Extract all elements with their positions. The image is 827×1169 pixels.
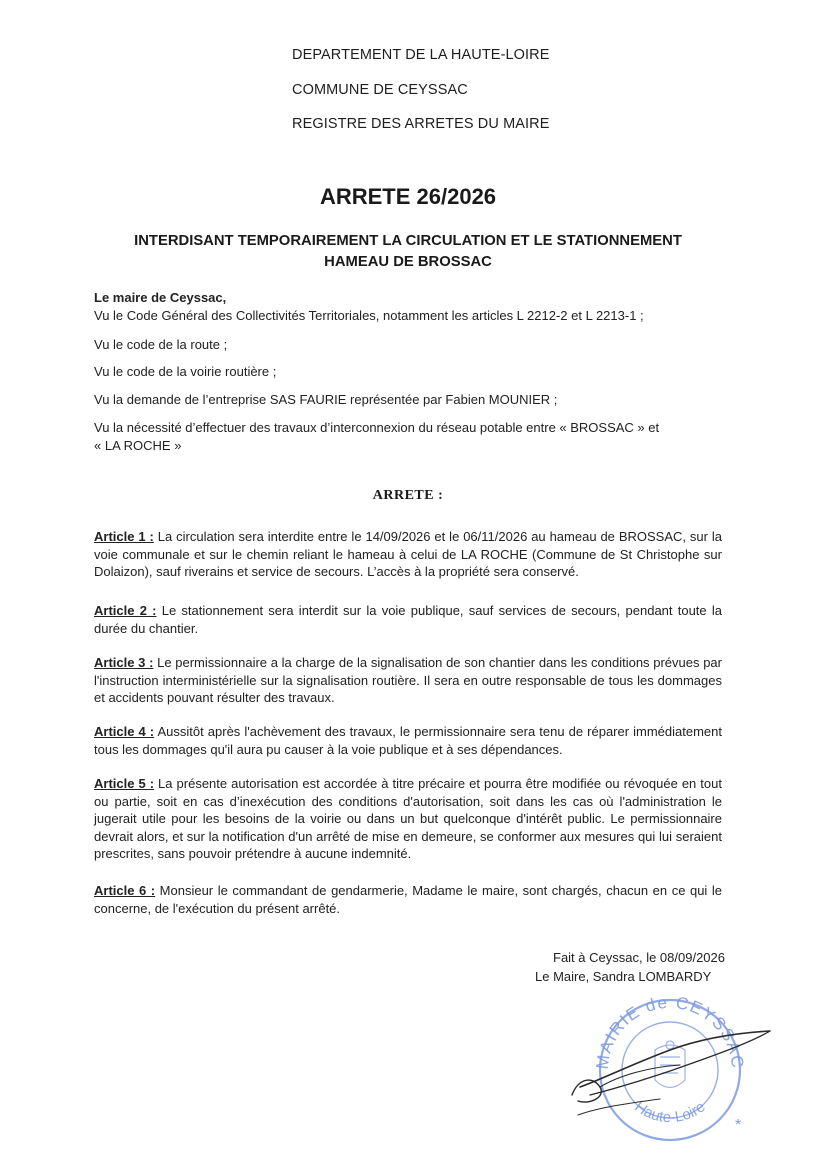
article-3 xyxy=(94,654,722,707)
article-5-text: La présente autorisation est accordée à titre précaire et pourra être modifiée ou révoquée en tout ou partie, soit en cas d’inexécution des conditions d'autorisation, soit dans les cas où l'administration le jugerait utile pour les besoins de la voirie ou dans un but quelconque d'intérêt public. Le permissionnaire devrait alors, et sur la notification d'un arrêté de mise en demeure, se conformer aux mesures qui lui seraient prescrites, sans pouvoir prétendre à aucune indemnité. xyxy=(94,776,722,861)
article-3-label: Article 3 : xyxy=(94,655,154,670)
preamble-vu-demande: Vu la demande de l’entreprise SAS FAURIE représentée par Fabien MOUNIER ; xyxy=(94,392,558,407)
preamble-maire: Le maire de Ceyssac, xyxy=(94,290,227,305)
header-commune: COMMUNE DE CEYSSAC xyxy=(292,82,468,98)
arrete-heading: ARRETE : xyxy=(372,488,444,503)
mairie-stamp xyxy=(560,995,800,1145)
article-4 xyxy=(94,723,722,758)
preamble-vu-code-route: Vu le code de la route ; xyxy=(94,337,228,352)
article-1-label: Article 1 : xyxy=(94,529,154,544)
article-4-label: Article 4 : xyxy=(94,724,155,739)
article-1 xyxy=(94,528,722,581)
article-2-text: Le stationnement sera interdit sur la voie publique, sauf services de secours, pendant toute la durée du chantier. xyxy=(94,603,722,636)
header-department: DEPARTEMENT DE LA HAUTE-LOIRE xyxy=(292,47,550,63)
article-6 xyxy=(94,882,722,917)
article-5-label: Article 5 : xyxy=(94,776,155,791)
preamble-vu-cgct: Vu le Code Général des Collectivités Territoriales, notamment les articles L 2212-2 et L 2213-1 ; xyxy=(94,308,644,323)
article-2-label: Article 2 : xyxy=(94,603,157,618)
stamp-text-bottom: Haute-Loire xyxy=(631,1098,709,1127)
article-4-text: Aussitôt après l'achèvement des travaux, le permissionnaire sera tenu de réparer immédiatement tous les dommages qu'il aura pu causer à la voie publique et à ses dépendances. xyxy=(94,724,722,757)
article-6-text: Monsieur le commandant de gendarmerie, Madame le maire, sont chargés, chacun en ce qui le concerne, de l'exécution du présent arrêté. xyxy=(94,883,722,916)
document-subtitle-line2: HAMEAU DE BROSSAC xyxy=(324,254,492,270)
document-title: ARRETE 26/2026 xyxy=(319,184,497,209)
article-5 xyxy=(94,775,722,863)
article-2 xyxy=(94,602,722,637)
stamp-emblem xyxy=(655,1041,685,1088)
stamp-star: * xyxy=(735,1117,742,1134)
article-6-label: Article 6 : xyxy=(94,883,156,898)
stamp-text-top: MAIRIE de CEYSSAC xyxy=(592,995,748,1071)
preamble-vu-voirie: Vu le code de la voirie routière ; xyxy=(94,364,277,379)
header-registre: REGISTRE DES ARRETES DU MAIRE xyxy=(292,116,550,132)
stamp-seal xyxy=(593,995,748,1140)
svg-text:Haute-Loire xyxy=(632,1098,709,1126)
preamble-vu-necessite-line2: « LA ROCHE » xyxy=(94,438,182,453)
article-3-text: Le permissionnaire a la charge de la signalisation de son chantier dans les conditions prévues par l'instruction interministérielle sur la signalisation routière. Il sera en outre responsable de tous les dommages et accidents pouvant résulter des travaux. xyxy=(94,655,722,705)
article-1-text: La circulation sera interdite entre le 14/09/2026 et le 06/11/2026 au hameau de BROSSAC, sur la voie communale et sur le chemin reliant le hameau à celui de LA ROCHE (Commune de St Christophe sur Dolaizon), sauf riverains et service de secours. L’accès à la propriété sera conservé. xyxy=(94,529,722,579)
signature-mayor: Le Maire, Sandra LOMBARDY xyxy=(535,969,712,984)
document-subtitle-line1: INTERDISANT TEMPORAIREMENT LA CIRCULATION ET LE STATIONNEMENT xyxy=(134,233,682,249)
preamble-vu-necessite-line1: Vu la nécessité d’effectuer des travaux d’interconnexion du réseau potable entre « BROSSAC » et xyxy=(94,420,660,435)
signature-place-date: Fait à Ceyssac, le 08/09/2026 xyxy=(553,950,725,965)
